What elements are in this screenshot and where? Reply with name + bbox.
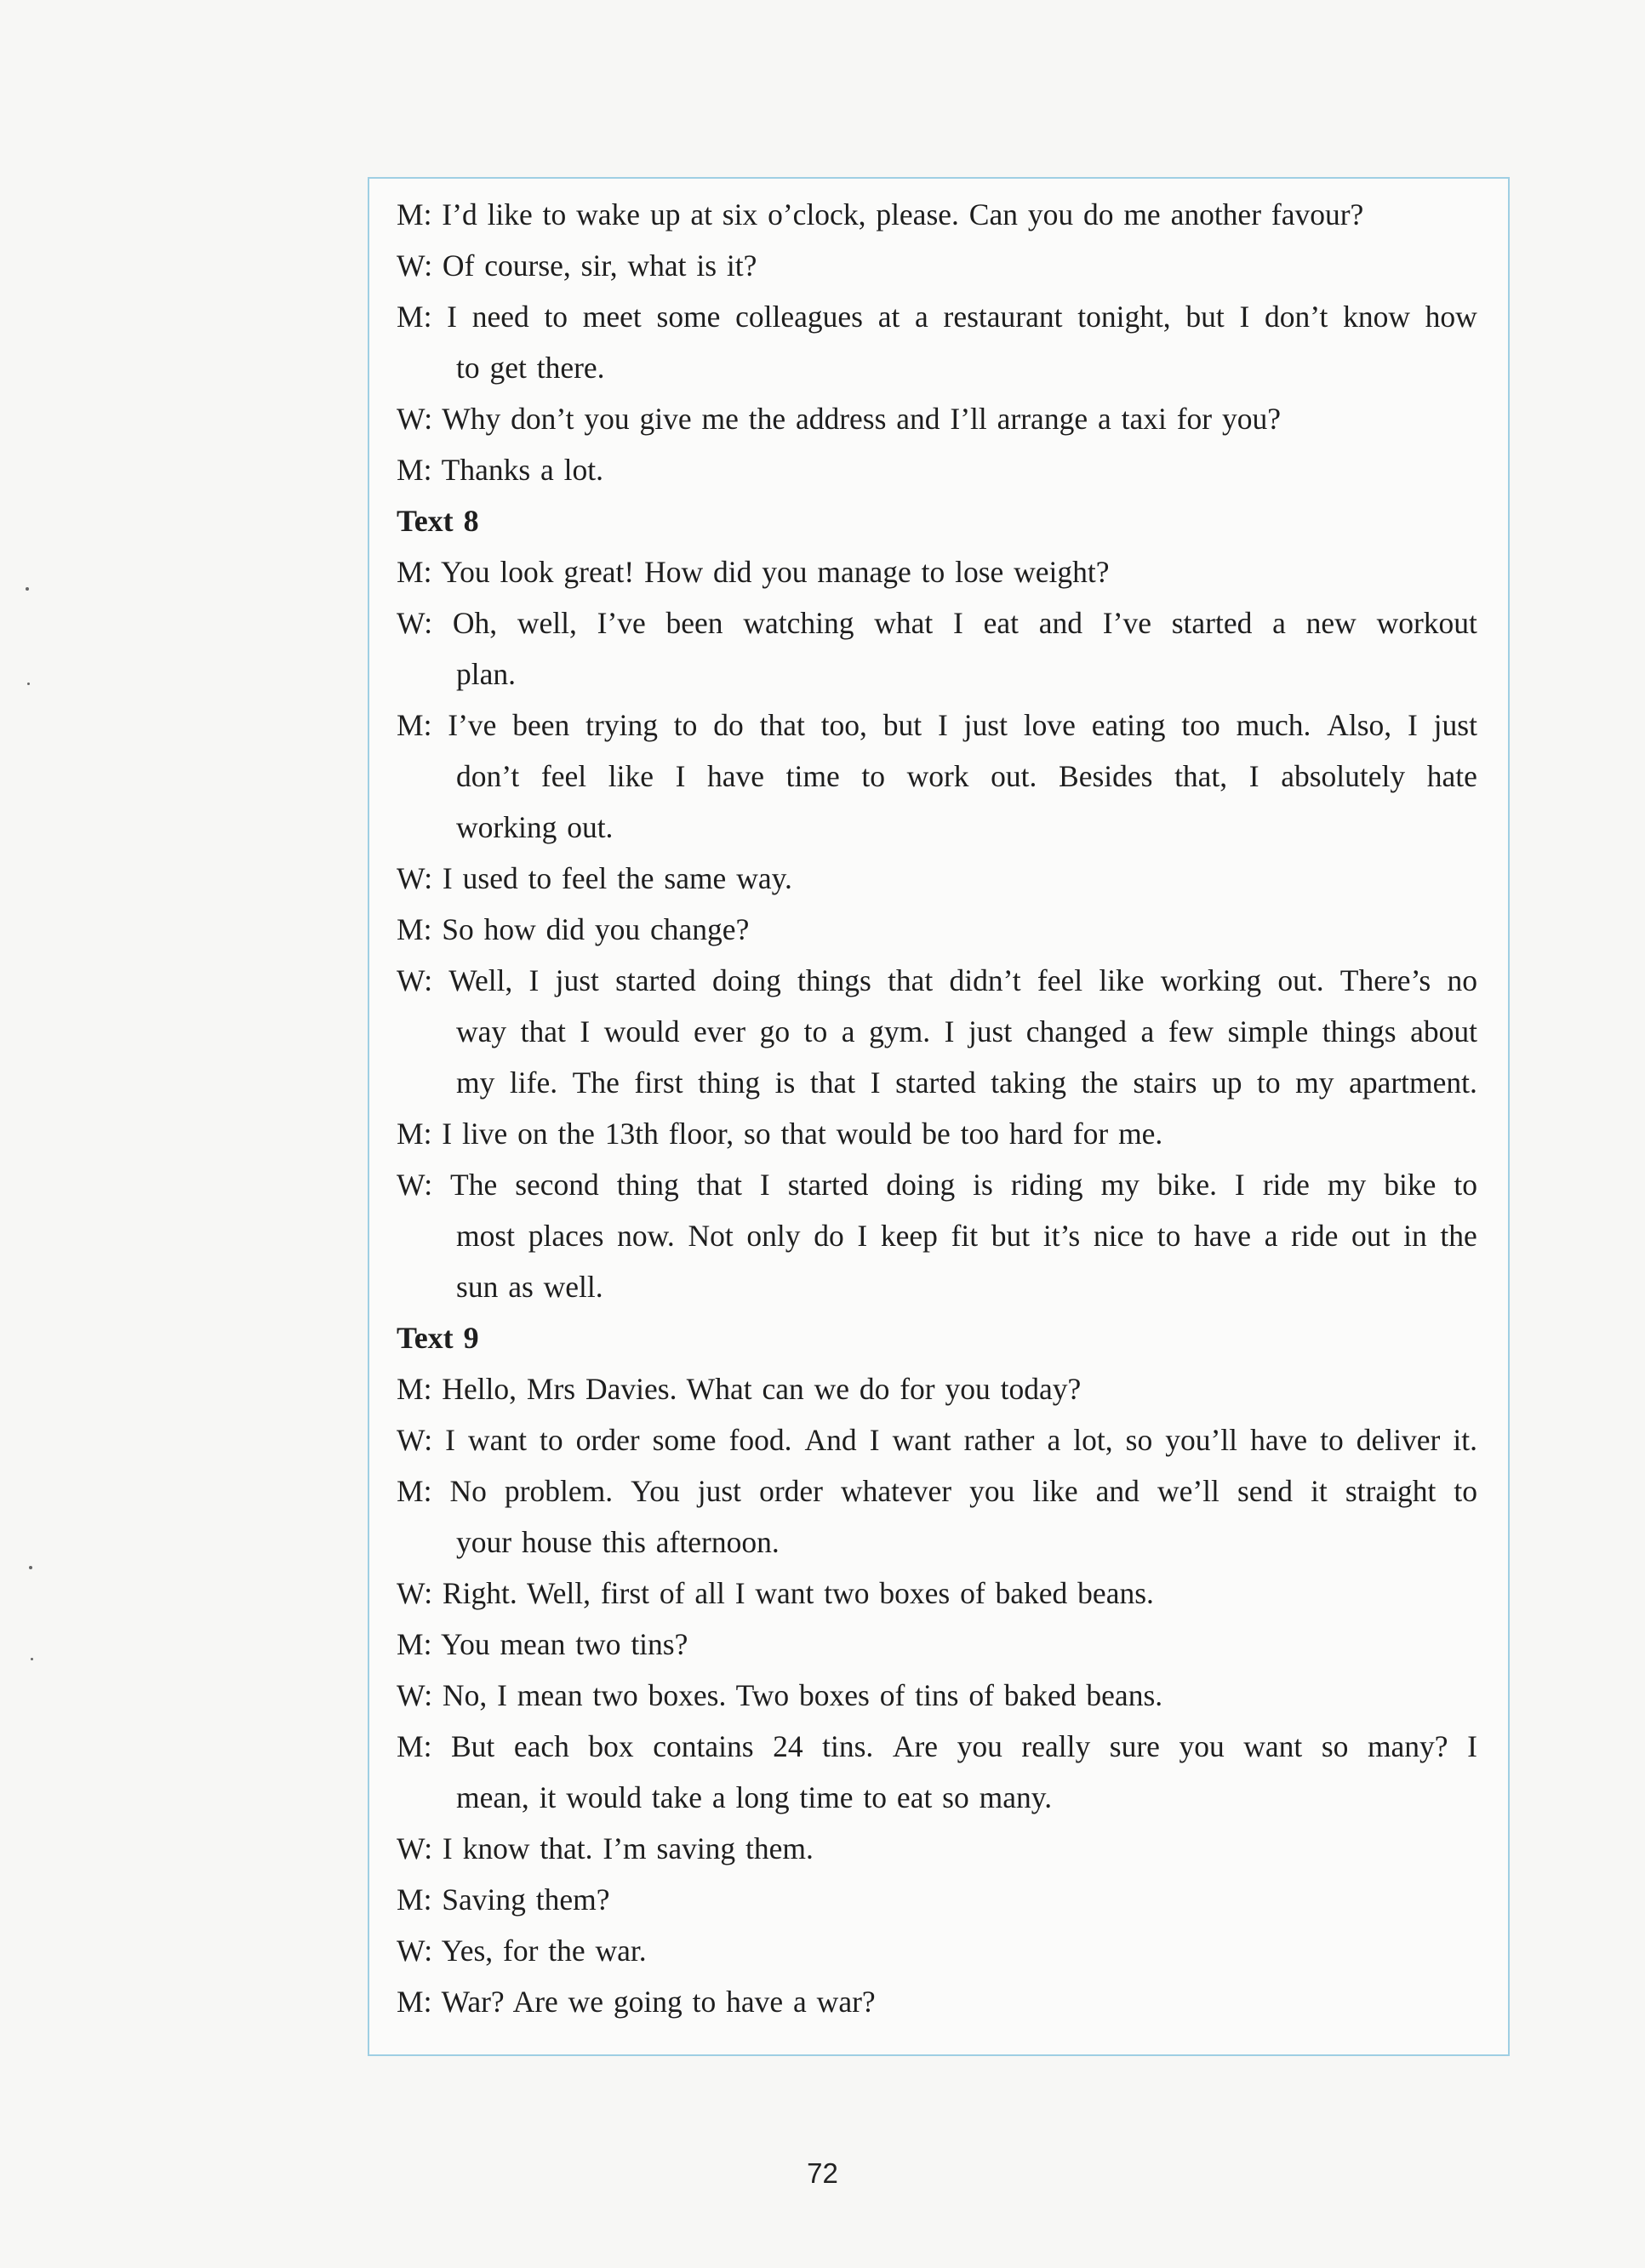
dialogue-line: M: I live on the 13th floor, so that would be too hard for me. <box>397 1117 1163 1151</box>
dialogue-continuation: to get there. <box>456 351 605 385</box>
dialogue-line: M: But each box contains 24 tins. Are you really sure you want so many? I <box>397 1729 1477 1763</box>
scan-speck <box>31 1658 33 1660</box>
dialogue-line: M: I’d like to wake up at six o’clock, please. Can you do me another favour? <box>397 197 1364 231</box>
dialogue-line: M: No problem. You just order whatever you like and we’ll send it straight to <box>397 1474 1477 1508</box>
dialogue-line: M: You look great! How did you manage to lose weight? <box>397 555 1110 589</box>
dialogue-line: M: War? Are we going to have a war? <box>397 1985 876 2019</box>
dialogue-line: W: The second thing that I started doing is riding my bike. I ride my bike to <box>397 1168 1477 1202</box>
dialogue-continuation: most places now. Not only do I keep fit but it’s nice to have a ride out in the <box>456 1219 1477 1253</box>
dialogue-line: M: Thanks a lot. <box>397 453 604 487</box>
dialogue-line: W: Of course, sir, what is it? <box>397 249 757 283</box>
dialogue-line: W: I want to order some food. And I want rather a lot, so you’ll have to deliver it. <box>397 1423 1477 1457</box>
dialogue-line: M: I need to meet some colleagues at a restaurant tonight, but I don’t know how <box>397 300 1477 334</box>
dialogue-continuation: working out. <box>456 810 614 844</box>
dialogue-continuation: plan. <box>456 657 516 691</box>
scan-speck <box>26 587 29 591</box>
scan-speck <box>29 1566 32 1569</box>
dialogue-line: W: No, I mean two boxes. Two boxes of tins of baked beans. <box>397 1678 1163 1712</box>
transcript-content <box>397 189 1477 2027</box>
dialogue-continuation: mean, it would take a long time to eat so many. <box>456 1780 1053 1814</box>
dialogue-line: W: Well, I just started doing things that didn’t feel like working out. There’s no <box>397 963 1477 997</box>
dialogue-line: W: I know that. I’m saving them. <box>397 1831 814 1865</box>
dialogue-line: M: I’ve been trying to do that too, but I just love eating too much. Also, I just <box>397 708 1477 742</box>
dialogue-line: M: Saving them? <box>397 1882 610 1917</box>
dialogue-line: W: I used to feel the same way. <box>397 861 792 895</box>
scan-speck <box>27 683 30 685</box>
dialogue-continuation: way that I would ever go to a gym. I just changed a few simple things about <box>456 1014 1477 1048</box>
dialogue-line: M: So how did you change? <box>397 912 750 946</box>
dialogue-line: W: Right. Well, first of all I want two boxes of baked beans. <box>397 1576 1154 1610</box>
dialogue-continuation: don’t feel like I have time to work out. Besides that, I absolutely hate <box>456 759 1477 793</box>
dialogue-continuation: your house this afternoon. <box>456 1525 780 1559</box>
dialogue-continuation: my life. The first thing is that I started taking the stairs up to my apartment. <box>456 1065 1477 1100</box>
dialogue-line: M: Hello, Mrs Davies. What can we do for you today? <box>397 1372 1082 1406</box>
section-heading: Text 8 <box>397 504 479 538</box>
dialogue-line: W: Oh, well, I’ve been watching what I eat and I’ve started a new workout <box>397 606 1477 640</box>
section-heading: Text 9 <box>397 1321 479 1355</box>
dialogue-continuation: sun as well. <box>456 1270 603 1304</box>
dialogue-line: W: Why don’t you give me the address and I’ll arrange a taxi for you? <box>397 402 1281 436</box>
dialogue-line: W: Yes, for the war. <box>397 1934 647 1968</box>
dialogue-line: M: You mean two tins? <box>397 1627 688 1661</box>
page-number: 72 <box>807 2157 838 2189</box>
